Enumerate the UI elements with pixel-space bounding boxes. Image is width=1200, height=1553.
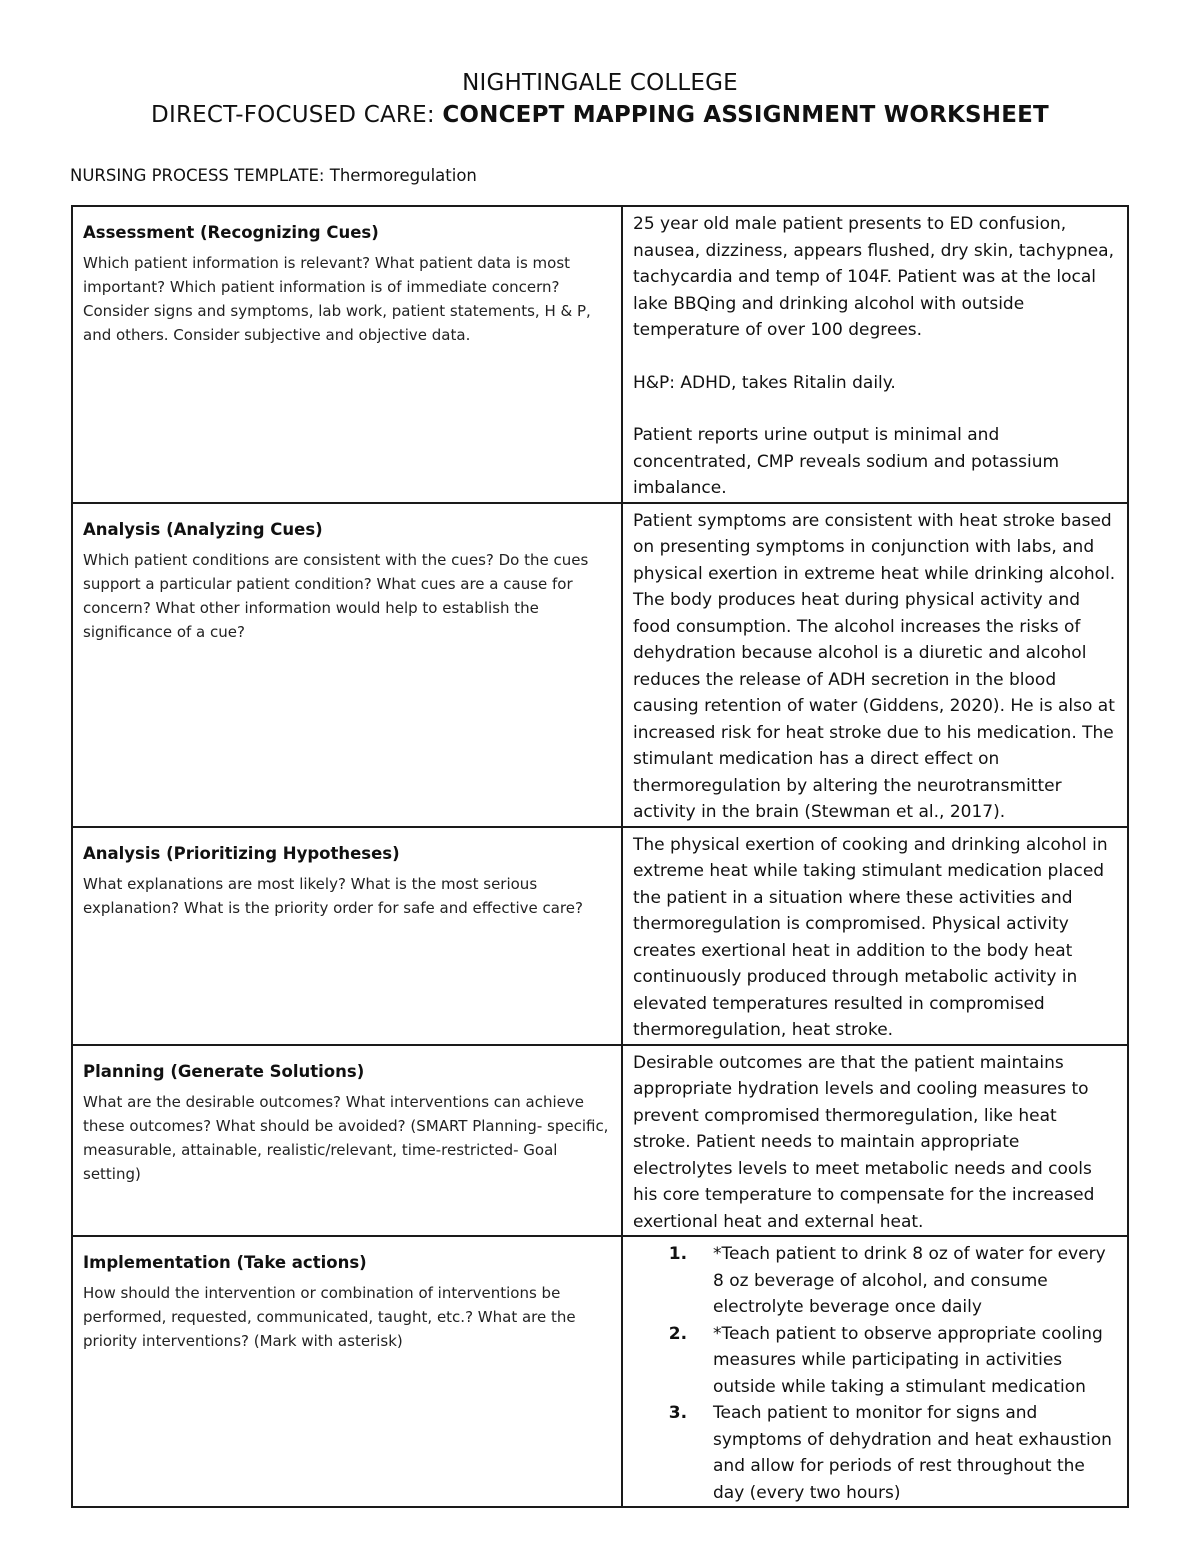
prioritizing-answer-cell bbox=[622, 827, 1128, 1045]
analyzing-answer: Patient symptoms are consistent with heat stroke based on presenting symptoms in conjunction with labs, and physical exertion in extreme heat while drinking alcohol. The body produces heat during physical activity and food consumption. The alcohol increases the risks of dehydration because alcohol is a diuretic and alcohol reduces the release of ADH secretion in the blood causing retention of water (Giddens, 2020). He is also at increased risk for heat stroke due to his medication. The stimulant medication has a direct effect on thermoregulation by altering the neurotransmitter activity in the brain (Stewman et al., 2017). bbox=[633, 510, 1116, 822]
planning-question: What are the desirable outcomes? What interventions can achieve these outcomes? What should be avoided? (SMART Planning- specific, measurable, attainable, realistic/relevant, time-restricted- Goal setting) bbox=[83, 1092, 609, 1183]
worksheet-title-bold: CONCEPT MAPPING ASSIGNMENT WORKSHEET bbox=[442, 102, 1049, 128]
worksheet-title-prefix: DIRECT-FOCUSED CARE: bbox=[151, 102, 435, 128]
prioritizing-question: What explanations are most likely? What is the most serious explanation? What is the priority order for safe and effective care? bbox=[83, 874, 583, 917]
prioritizing-prompt-cell bbox=[72, 827, 622, 1045]
assessment-answer-cell bbox=[622, 206, 1128, 503]
analyzing-answer-cell bbox=[622, 503, 1128, 827]
row-assessment bbox=[72, 206, 1128, 503]
action-item: 2. *Teach patient to observe appropriate cooling measures while participating in activities outside while taking a stimulant medication bbox=[693, 1321, 1117, 1401]
assessment-heading: Assessment (Recognizing Cues) bbox=[83, 223, 379, 242]
planning-heading: Planning (Generate Solutions) bbox=[83, 1061, 365, 1081]
planning-prompt-cell bbox=[72, 1045, 622, 1237]
template-topic: Thermoregulation bbox=[329, 166, 477, 185]
implementation-answer-cell bbox=[622, 1236, 1128, 1507]
prioritizing-heading: Analysis (Prioritizing Hypotheses) bbox=[83, 843, 400, 863]
row-implementation bbox=[72, 1236, 1128, 1507]
worksheet-title bbox=[0, 102, 1200, 128]
template-label: NURSING PROCESS TEMPLATE: bbox=[70, 166, 325, 185]
assessment-answer-labs: Patient reports urine output is minimal and concentrated, CMP reveals sodium and potassium imbalance. bbox=[633, 425, 1060, 498]
planning-answer: Desirable outcomes are that the patient maintains appropriate hydration levels and cooling measures to prevent compromised thermoregulation, like heat stroke. Patient needs to maintain appropriate electrolytes levels to meet metabolic needs and cools his core temperature to compensate for the increased exertional heat and external heat. bbox=[633, 1052, 1095, 1232]
assessment-answer-history: H&P: ADHD, takes Ritalin daily. bbox=[633, 372, 896, 393]
implementation-prompt-cell bbox=[72, 1236, 622, 1507]
analyzing-question: Which patient conditions are consistent with the cues? Do the cues support a particular patient condition? What cues are a cause for concern? What other information would help to establish the significance of a cue? bbox=[83, 550, 589, 641]
action-list bbox=[633, 1241, 1117, 1506]
implementation-heading: Implementation (Take actions) bbox=[83, 1253, 367, 1272]
action-item: 1. *Teach patient to drink 8 oz of water for every 8 oz beverage of alcohol, and consume electrolyte beverage once daily bbox=[693, 1241, 1117, 1321]
analyzing-prompt-cell bbox=[72, 503, 622, 827]
analyzing-heading: Analysis (Analyzing Cues) bbox=[83, 519, 323, 539]
planning-answer-cell bbox=[622, 1045, 1128, 1237]
row-planning bbox=[72, 1045, 1128, 1237]
action-item: 3. Teach patient to monitor for signs and symptoms of dehydration and heat exhaustion and allow for periods of rest throughout the day (every two hours) bbox=[693, 1400, 1117, 1506]
assessment-answer-presentation: 25 year old male patient presents to ED confusion, nausea, dizziness, appears flushed, dry skin, tachypnea, tachycardia and temp of 104F. Patient was at the local lake BBQing and drinking alcohol with outside temperature of over 100 degrees. bbox=[633, 214, 1115, 340]
assessment-prompt-cell bbox=[72, 206, 622, 503]
row-analyzing bbox=[72, 503, 1128, 827]
row-prioritizing bbox=[72, 827, 1128, 1045]
implementation-question: How should the intervention or combination of interventions be performed, requested, communicated, taught, etc.? What are the priority interventions? (Mark with asterisk) bbox=[83, 1284, 576, 1350]
template-line bbox=[70, 166, 477, 185]
college-name: NIGHTINGALE COLLEGE bbox=[462, 70, 738, 96]
prioritizing-answer: The physical exertion of cooking and drinking alcohol in extreme heat while taking stimulant medication placed the patient in a situation where these activities and thermoregulation is compromised. Physical activity creates exertional heat in addition to the body heat continuously produced through metabolic activity in elevated temperatures resulted in compromised thermoregulation, heat stroke. bbox=[633, 834, 1108, 1040]
nursing-process-table bbox=[71, 205, 1129, 1508]
assessment-question: Which patient information is relevant? What patient data is most important? Which patient information is of immediate concern? Consider signs and symptoms, lab work, patient statements, H & P, and others. Consider subjective and objective data. bbox=[83, 254, 591, 344]
